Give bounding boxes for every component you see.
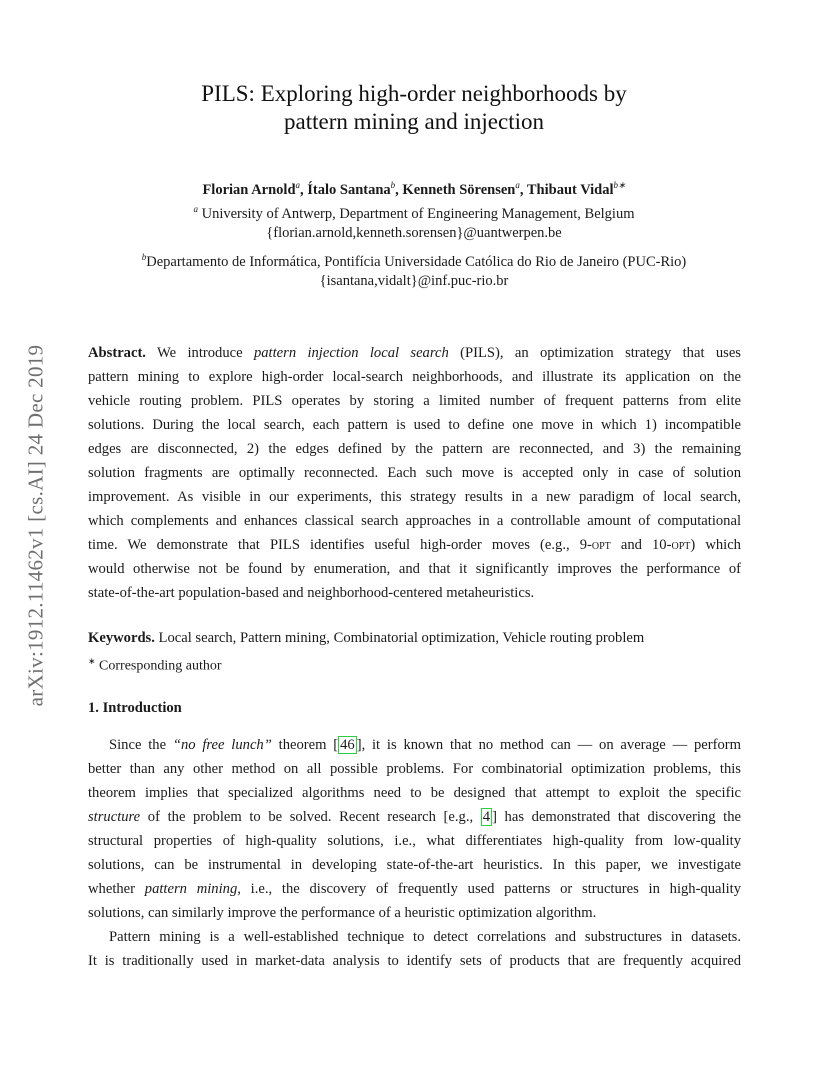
citation-link[interactable]: 4 [482, 809, 491, 825]
corresponding-author-note [88, 650, 222, 678]
affil-text: University of Antwerp, Department of Engineering Management, Belgium [197, 205, 635, 222]
affiliation-b [60, 246, 768, 273]
intro-line: Pattern mining is a well-established technique to detect correlations and substructures in datasets. [109, 929, 741, 945]
intro-line: It is traditionally used in market-data analysis to identify sets of products that are frequently acquired [88, 953, 741, 969]
emphasis: structure [88, 809, 141, 825]
intro-line: solutions, can be instrumental in developing state-of-the-art heuristics. In this paper, we investigate [88, 857, 741, 873]
text-run: whether [88, 881, 145, 897]
small-caps: opt [591, 537, 611, 553]
affil-mark: b [141, 252, 147, 262]
text-run: and 10- [610, 537, 672, 553]
intro-line: solutions, can similarly improve the performance of a heuristic optimization algorithm. [88, 905, 597, 921]
emphasis: pattern mining [144, 881, 238, 897]
author-list: Florian Arnold$^a$, Ítalo Santana$^b$, Kenneth Sörensen$^a$, Thibaut Vidal$^{b∗}$ [202, 180, 626, 198]
title-line-2: pattern mining and injection [284, 109, 544, 134]
arxiv-stamp-text: arXiv:1912.11462v1 [cs.AI] 24 Dec 2019 [23, 344, 48, 706]
abstract-line [88, 533, 741, 557]
intro-paragraph-1 [88, 733, 741, 925]
text-run: , i.e., the discovery of frequently used patterns or structures in high-quality [237, 881, 741, 897]
abstract-line: state-of-the-art population-based and neighborhood-centered metaheuristics. [88, 585, 535, 601]
affiliation-a-email: {florian.arnold,kenneth.sorensen}@uantwerpen.be [266, 225, 562, 241]
title-line-1: PILS: Exploring high-order neighborhoods by [201, 81, 627, 106]
keywords [88, 627, 741, 649]
intro-paragraph-2 [88, 925, 741, 973]
text-run: We introduce [145, 345, 254, 361]
author-name: Ítalo Santana [307, 181, 391, 198]
intro-line [88, 877, 741, 901]
abstract-line: solutions. During the local search, each pattern is used to define one move in which 1) incompatible [88, 417, 741, 433]
affiliation-a [60, 198, 768, 225]
abstract [88, 341, 741, 605]
author-affil-mark: a [295, 180, 301, 190]
emphasis: “no free lunch” [172, 737, 272, 753]
section-heading: 1. Introduction [88, 700, 182, 716]
author-name: Florian Arnold [202, 181, 296, 198]
affiliation-b-email: {isantana,vidalt}@inf.puc-rio.br [319, 273, 509, 289]
author-name: Thibaut Vidal [526, 181, 614, 198]
intro-line: better than any other method on all possible problems. For combinatorial optimization problems, this [88, 761, 741, 777]
emphasis: pattern injection local search [253, 345, 449, 361]
abstract-label: Abstract. [88, 345, 146, 361]
arxiv-stamp [20, 290, 52, 760]
abstract-line: solution fragments are optimally reconnected. Each such move is accepted only in case of solution [88, 465, 741, 481]
keywords-text: Local search, Pattern mining, Combinatorial optimization, Vehicle routing problem [154, 630, 645, 646]
intro-line: theorem implies that specialized algorithms need to be designed that attempt to exploit the specific [88, 785, 741, 801]
intro-line [88, 805, 741, 829]
text-run: time. We demonstrate that PILS identifies useful high-order moves (e.g., 9- [88, 537, 592, 553]
small-caps: opt [671, 537, 691, 553]
abstract-line [88, 341, 741, 365]
abstract-line: would otherwise not be found by enumeration, and that it significantly improves the performance of [88, 561, 741, 577]
author-name: Kenneth Sörensen [402, 181, 516, 198]
abstract-line: vehicle routing problem. PILS operates by storing a limited number of frequent patterns from elite [88, 393, 741, 409]
keywords-label: Keywords. [88, 630, 155, 646]
text-run: ], it is known that no method can — on average — perform [356, 737, 741, 753]
text-run: of the problem to be solved. Recent research [e.g., [140, 809, 481, 825]
text-run: Since the [109, 737, 173, 753]
footnote-text: Corresponding author [95, 658, 222, 674]
author-affil-mark: a [515, 180, 520, 190]
paper-title [100, 80, 728, 136]
intro-line [88, 733, 741, 757]
footnote-mark: ∗ [88, 656, 96, 666]
text-run: theorem [ [271, 737, 339, 753]
text-run: ) which [690, 537, 741, 553]
author-affil-mark: b [390, 180, 396, 190]
text-run: ] has demonstrated that discovering the [492, 809, 741, 825]
text-run: (PILS), an optimization strategy that uses [448, 345, 741, 361]
abstract-line: pattern mining to explore high-order local-search neighborhoods, and illustrate its application on the [88, 369, 741, 385]
abstract-line: edges are disconnected, 2) the edges defined by the pattern are reconnected, and 3) the remaining [88, 441, 741, 457]
affil-mark: a [193, 204, 198, 214]
abstract-line: which complements and enhances classical search approaches in a controllable amount of computational [88, 513, 741, 529]
intro-line: structural properties of high-quality solutions, i.e., what differentiates high-quality from low-quality [88, 833, 741, 849]
affil-text: Departamento de Informática, Pontifícia Universidade Católica do Rio de Janeiro (PUC-Rio) [146, 253, 687, 270]
citation-link[interactable]: 46 [340, 737, 355, 753]
author-affil-mark: b∗ [613, 180, 626, 190]
abstract-line: improvement. As visible in our experiments, this strategy results in a new paradigm of local search, [88, 489, 741, 505]
